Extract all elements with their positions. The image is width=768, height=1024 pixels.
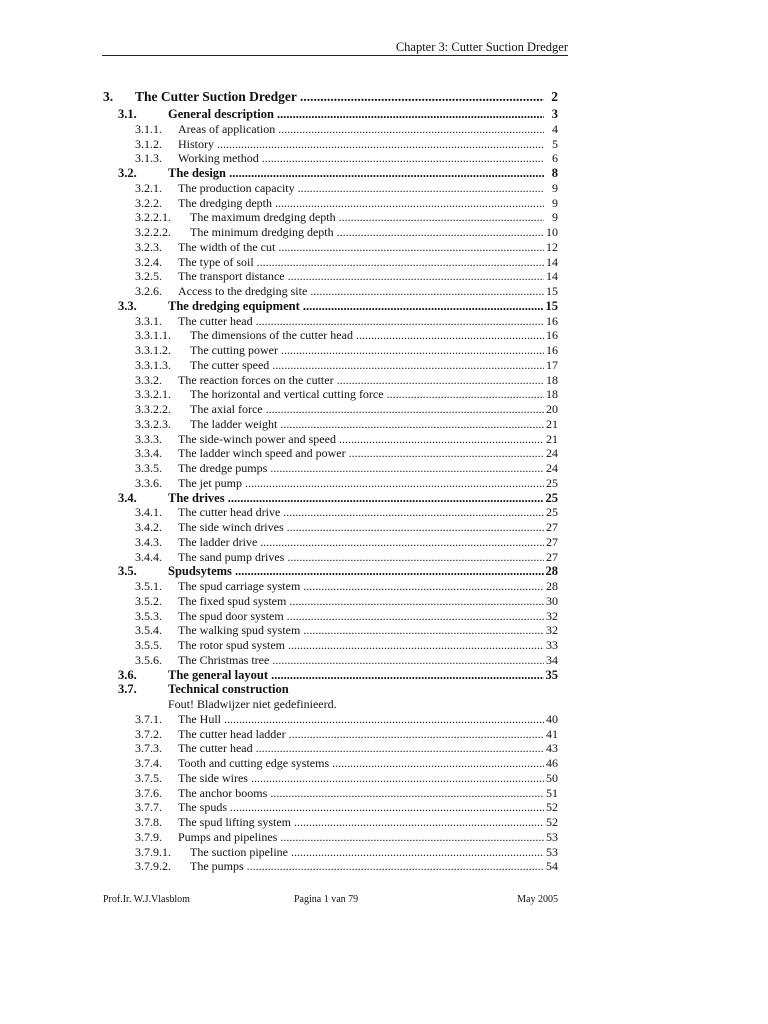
toc-entry-title: The spud lifting system .....	[178, 815, 544, 830]
toc-entry-number: 3.6.	[118, 667, 137, 682]
toc-entry[interactable]	[103, 255, 558, 270]
toc-entry-number: 3.5.4.	[135, 623, 162, 638]
toc-entry-title: The cutter head drive .....	[178, 505, 544, 520]
page-footer	[103, 894, 558, 906]
toc-entry-number: 3.2.1.	[135, 180, 162, 195]
toc-entry[interactable]	[103, 417, 558, 432]
toc-entry-page: 14	[546, 269, 558, 284]
toc-entry-title: The cutter head .....	[178, 314, 544, 329]
toc-entry-title: The Christmas tree .....	[178, 653, 544, 668]
toc-entry-title: The Hull .....	[178, 712, 544, 727]
toc-entry-title: The jet pump .....	[178, 476, 544, 491]
toc-entry-title: The rotor spud system .....	[178, 638, 544, 653]
toc-entry-page: 16	[546, 328, 558, 343]
toc-entry-title: The production capacity .....	[178, 181, 544, 196]
toc-entry-page: 14	[546, 254, 558, 269]
toc-entry-page: 46	[546, 756, 558, 770]
toc-entry-number: 3.7.9.1.	[135, 844, 171, 859]
toc-entry-number: 3.	[103, 89, 114, 104]
toc-entry-number: 3.5.5.	[135, 638, 162, 652]
header-rule	[102, 55, 568, 56]
toc-entry[interactable]	[103, 756, 558, 771]
toc-entry-page: 28	[546, 579, 558, 593]
toc-entry-page: 27	[546, 520, 558, 534]
toc-entry[interactable]	[103, 328, 558, 343]
toc-entry-title: The general layout .....	[168, 668, 544, 683]
toc-entry-number: 3.7.7.	[135, 800, 162, 815]
footer-date: May 2005	[517, 894, 558, 905]
toc-entry-number: 3.1.	[118, 107, 137, 121]
toc-entry[interactable]	[103, 564, 558, 579]
toc-entry[interactable]	[103, 196, 558, 211]
toc-entry-title: Pumps and pipelines .....	[178, 830, 544, 845]
toc-entry-title: The pumps .....	[190, 859, 544, 874]
toc-entry-page: 15	[546, 284, 558, 298]
toc-entry[interactable]	[103, 786, 558, 801]
toc-entry-number: 3.3.3.	[135, 431, 162, 446]
toc-entry-number: 3.7.6.	[135, 785, 162, 800]
toc-entry-page: 53	[546, 829, 558, 844]
toc-entry[interactable]	[103, 461, 558, 476]
toc-entry-page: 52	[546, 800, 558, 815]
toc-entry-page: 54	[546, 859, 558, 874]
toc-entry-title: The anchor booms .....	[178, 786, 544, 801]
toc-entry-page: 25	[546, 475, 558, 490]
toc-entry-page: 5	[552, 136, 558, 151]
toc-entry[interactable]	[103, 697, 558, 712]
toc-entry-title: The walking spud system .....	[178, 623, 544, 638]
toc-entry-number: 3.4.2.	[135, 520, 162, 534]
toc-entry[interactable]	[103, 151, 558, 166]
toc-entry-page: 40	[546, 711, 558, 726]
toc-entry-page: 20	[546, 402, 558, 416]
toc-entry-page: 21	[546, 416, 558, 431]
toc-entry-page: 25	[545, 490, 558, 505]
toc-entry[interactable]	[103, 446, 558, 461]
toc-entry-title: The horizontal and vertical cutting force .....	[190, 387, 544, 402]
toc-entry-title: Areas of application .....	[178, 122, 544, 137]
toc-entry[interactable]	[103, 476, 558, 491]
toc-entry-page: 28	[545, 564, 558, 579]
toc-entry-title: The minimum dredging depth .....	[190, 225, 544, 240]
toc-entry-title: Working method .....	[178, 151, 544, 166]
toc-entry-number: 3.2.6.	[135, 284, 162, 298]
toc-entry-title: The dimensions of the cutter head .....	[190, 328, 544, 343]
toc-entry[interactable]	[103, 137, 558, 152]
toc-entry[interactable]	[103, 668, 558, 683]
toc-entry[interactable]	[103, 741, 558, 756]
toc-entry-page: 15	[545, 298, 558, 313]
toc-entry-title: The cutting power .....	[190, 343, 544, 358]
toc-entry[interactable]	[103, 181, 558, 196]
toc-entry[interactable]	[103, 579, 558, 594]
toc-entry[interactable]	[103, 269, 558, 284]
toc-entry-number: 3.2.2.2.	[135, 225, 171, 239]
toc-entry-number: 3.4.4.	[135, 549, 162, 564]
toc-entry-page: 51	[546, 785, 558, 800]
toc-entry-number: 3.7.8.	[135, 815, 162, 829]
toc-entry-number: 3.4.	[118, 490, 137, 505]
toc-entry-title: General description .....	[168, 107, 544, 122]
toc-entry[interactable]	[103, 86, 558, 107]
toc-entry-number: 3.3.6.	[135, 475, 162, 490]
toc-entry-number: 3.2.5.	[135, 269, 162, 284]
page-header-title: Chapter 3: Cutter Suction Dredger	[395, 40, 568, 54]
toc-entry[interactable]	[103, 800, 558, 815]
footer-page-number: Pagina 1 van 79	[294, 894, 359, 905]
toc-entry-title: The drives .....	[168, 491, 544, 506]
toc-entry-number: 3.3.1.	[135, 313, 162, 328]
toc-entry[interactable]	[103, 402, 558, 417]
toc-entry[interactable]	[103, 225, 558, 240]
toc-entry-page: 2	[550, 86, 558, 107]
toc-entry-title: Fout! Bladwijzer niet gedefinieerd.	[168, 697, 337, 711]
table-of-contents	[103, 86, 558, 874]
toc-entry-number: 3.7.9.2.	[135, 859, 171, 874]
toc-entry-number: 3.3.5.	[135, 461, 162, 475]
toc-entry-number: 3.5.6.	[135, 652, 162, 667]
toc-entry-number: 3.4.1.	[135, 505, 162, 520]
toc-entry-title: The spud door system .....	[178, 609, 544, 624]
toc-entry-title: Technical construction	[168, 682, 289, 697]
toc-entry[interactable]	[103, 535, 558, 550]
toc-entry[interactable]	[103, 653, 558, 668]
toc-entry-title: The spuds .....	[178, 800, 544, 815]
toc-entry-number: 3.3.1.2.	[135, 343, 171, 357]
toc-entry[interactable]	[103, 623, 558, 638]
toc-entry[interactable]	[103, 358, 558, 373]
toc-entry-page: 18	[546, 387, 558, 402]
toc-entry[interactable]	[103, 771, 558, 786]
toc-entry-title: The dredging depth .....	[178, 196, 544, 211]
toc-entry-title: The side-winch power and speed .....	[178, 432, 544, 447]
toc-entry[interactable]	[103, 727, 558, 742]
toc-entry-number: 3.2.2.1.	[135, 210, 171, 225]
toc-entry[interactable]	[103, 343, 558, 358]
toc-entry-title: The ladder drive .....	[178, 535, 544, 550]
toc-entry[interactable]	[103, 520, 558, 535]
toc-entry-title: The design .....	[168, 166, 544, 181]
toc-entry-number: 3.7.3.	[135, 741, 162, 756]
toc-entry-title: The sand pump drives .....	[178, 550, 544, 565]
toc-entry-title: The suction pipeline .....	[190, 845, 544, 860]
toc-entry-number: 3.5.	[118, 564, 137, 579]
toc-entry[interactable]	[103, 830, 558, 845]
toc-entry-number: 3.2.	[118, 166, 137, 180]
toc-entry-title: The type of soil .....	[178, 255, 544, 270]
toc-entry-title: The side wires .....	[178, 771, 544, 786]
toc-entry-page: 9	[552, 180, 558, 195]
toc-entry[interactable]	[103, 166, 558, 181]
toc-entry-title: The ladder winch speed and power .....	[178, 446, 544, 461]
toc-entry-number: 3.1.2.	[135, 136, 162, 151]
toc-entry-title: The cutter head ladder .....	[178, 727, 544, 742]
toc-entry-title: Tooth and cutting edge systems .....	[178, 756, 544, 771]
toc-entry-page: 8	[551, 166, 558, 180]
toc-entry-number: 3.1.1.	[135, 121, 162, 136]
toc-entry-number: 3.5.1.	[135, 579, 162, 593]
toc-entry-title: The spud carriage system .....	[178, 579, 544, 594]
toc-entry-title: The maximum dredging depth .....	[190, 210, 544, 225]
toc-entry[interactable]	[103, 387, 558, 402]
toc-entry[interactable]	[103, 594, 558, 609]
toc-entry[interactable]	[103, 491, 558, 506]
toc-entry-page: 10	[546, 225, 558, 239]
toc-entry[interactable]	[103, 712, 558, 727]
toc-entry-page: 3	[551, 107, 558, 121]
toc-entry[interactable]	[103, 859, 558, 874]
toc-entry-number: 3.3.2.2.	[135, 402, 171, 416]
toc-entry-title: The cutter head .....	[178, 741, 544, 756]
toc-entry-number: 3.5.2.	[135, 593, 162, 608]
toc-entry-page: 27	[546, 534, 558, 549]
toc-entry[interactable]	[103, 682, 558, 697]
toc-entry-page: 30	[546, 593, 558, 608]
toc-entry[interactable]	[103, 505, 558, 520]
toc-entry[interactable]	[103, 550, 558, 565]
toc-entry-number: 3.3.2.3.	[135, 416, 171, 431]
toc-entry-number: 3.7.2.	[135, 726, 162, 741]
toc-entry-page: 25	[546, 505, 558, 520]
toc-entry-page: 18	[546, 372, 558, 387]
toc-entry-number: 3.7.	[118, 682, 137, 697]
toc-entry[interactable]	[103, 373, 558, 388]
toc-entry-page: 35	[545, 667, 558, 682]
toc-entry-page: 21	[546, 431, 558, 446]
toc-entry[interactable]	[103, 432, 558, 447]
toc-entry-number: 3.1.3.	[135, 151, 162, 166]
toc-entry-number: 3.2.2.	[135, 195, 162, 210]
toc-entry[interactable]	[103, 638, 558, 653]
toc-entry-page: 53	[546, 844, 558, 859]
toc-entry-page: 16	[546, 313, 558, 328]
toc-entry-page: 6	[552, 151, 558, 166]
toc-entry-number: 3.3.1.1.	[135, 328, 171, 343]
toc-entry-page: 4	[552, 121, 558, 136]
toc-entry-number: 3.3.4.	[135, 446, 162, 461]
toc-entry-page: 43	[546, 741, 558, 756]
toc-entry-number: 3.2.3.	[135, 239, 162, 254]
toc-entry-page: 24	[546, 446, 558, 461]
toc-entry-page: 17	[546, 357, 558, 372]
toc-entry[interactable]	[103, 314, 558, 329]
toc-entry[interactable]	[103, 122, 558, 137]
toc-entry[interactable]	[103, 299, 558, 314]
toc-entry-title: The reaction forces on the cutter .....	[178, 373, 544, 388]
toc-entry-page: 32	[546, 608, 558, 623]
toc-entry-page: 32	[546, 623, 558, 638]
toc-entry-page: 52	[546, 815, 558, 829]
toc-entry-title: The dredge pumps .....	[178, 461, 544, 476]
toc-entry-title: History .....	[178, 137, 544, 152]
toc-entry-number: 3.7.5.	[135, 770, 162, 785]
toc-entry-title: The dredging equipment .....	[168, 299, 544, 314]
toc-entry-title: Access to the dredging site .....	[178, 284, 544, 299]
toc-entry-page: 41	[546, 726, 558, 741]
toc-entry-number: 3.3.2.1.	[135, 387, 171, 402]
toc-entry[interactable]	[103, 845, 558, 860]
toc-entry-page: 9	[552, 195, 558, 210]
toc-entry-title: The fixed spud system .....	[178, 594, 544, 609]
toc-entry-number: 3.3.1.3.	[135, 357, 171, 372]
toc-entry-number: 3.3.2.	[135, 372, 162, 387]
toc-entry-page: 16	[546, 343, 558, 357]
toc-entry[interactable]	[103, 107, 558, 122]
toc-entry-page: 50	[546, 770, 558, 785]
toc-entry-number: 3.4.3.	[135, 534, 162, 549]
toc-entry-number: 3.7.1.	[135, 711, 162, 726]
toc-entry[interactable]	[103, 210, 558, 225]
toc-entry-title: The cutter speed .....	[190, 358, 544, 373]
toc-entry-page: 34	[546, 652, 558, 667]
toc-entry-page: 33	[546, 638, 558, 652]
toc-entry-title: The axial force .....	[190, 402, 544, 417]
toc-entry-title: The side winch drives .....	[178, 520, 544, 535]
toc-entry[interactable]	[103, 284, 558, 299]
toc-entry-number: 3.7.4.	[135, 756, 162, 770]
toc-entry-number: 3.7.9.	[135, 829, 162, 844]
toc-entry-title: The Cutter Suction Dredger .....	[135, 86, 544, 107]
toc-entry-title: Spudsytems .....	[168, 564, 544, 579]
toc-entry[interactable]	[103, 240, 558, 255]
toc-entry-title: The transport distance .....	[178, 269, 544, 284]
toc-entry[interactable]	[103, 815, 558, 830]
footer-author: Prof.Ir. W.J.Vlasblom	[103, 894, 190, 905]
toc-entry-page: 24	[546, 461, 558, 475]
toc-entry-number: 3.3.	[118, 298, 137, 313]
toc-entry-number: 3.2.4.	[135, 254, 162, 269]
toc-entry-page: 9	[552, 210, 558, 225]
toc-entry-page: 27	[546, 549, 558, 564]
toc-entry[interactable]	[103, 609, 558, 624]
toc-entry-title: The ladder weight .....	[190, 417, 544, 432]
toc-entry-title: The width of the cut .....	[178, 240, 544, 255]
toc-entry-page: 12	[546, 239, 558, 254]
toc-entry-number: 3.5.3.	[135, 608, 162, 623]
